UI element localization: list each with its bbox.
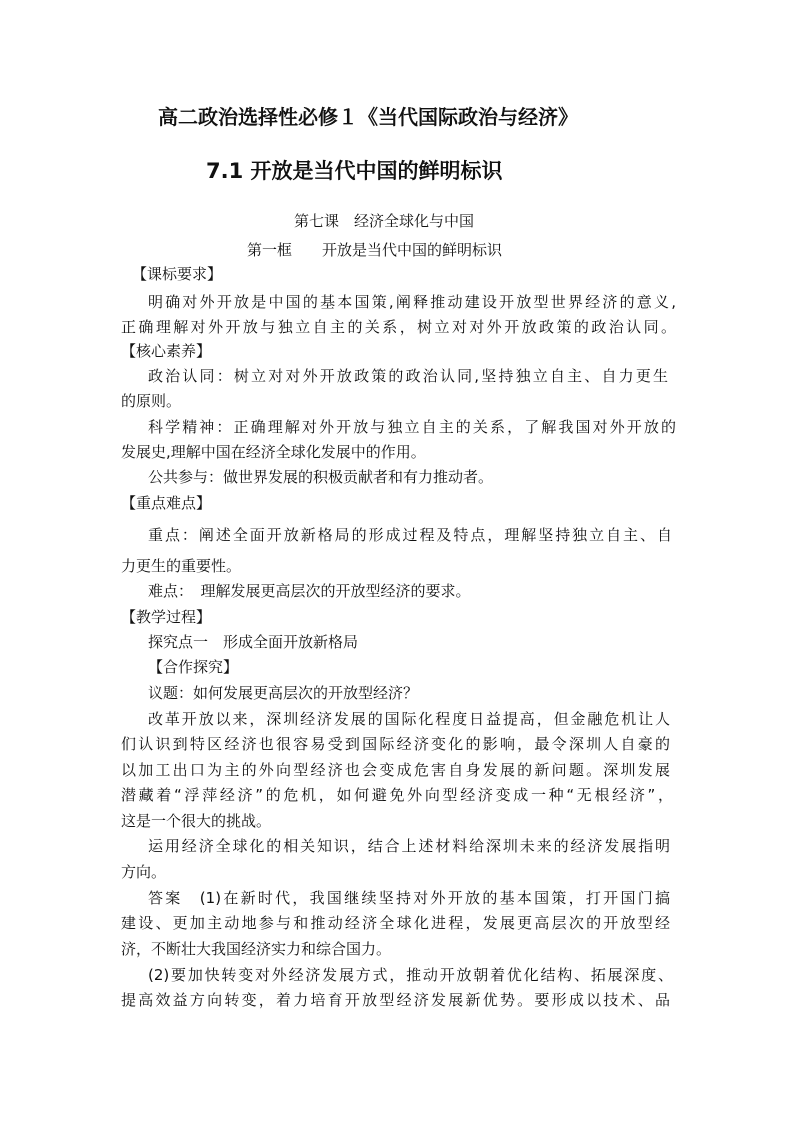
answer-line: (2)要加快转变对外经济发展方式，推动开放朝着优化结构、拓展深度、 [148,966,673,984]
paragraph-line: 运用经济全球化的相关知识，结合上述材料给深圳未来的经济发展指明 [148,837,670,855]
section-heading-cooperation: 【合作探究】 [148,658,239,676]
paragraph-line: 以加工出口为主的外向型经济也会变成危害自身发展的新问题。深圳发展 [121,761,670,779]
answer-line: 提高效益方向转变，着力培育开放型经济发展新优势。要形成以技术、品 [121,991,670,1009]
paragraph-line: 重点：阐述全面开放新格局的形成过程及特点，理解坚持独立自主、自 [148,526,672,544]
paragraph-line: 们认识到特区经济也很容易受到国际经济变化的影响，最令深圳人自豪的 [121,735,670,753]
answer-line: 济，不断壮大我国经济实力和综合国力。 [121,940,392,958]
topic-line: 议题：如何发展更高层次的开放型经济？ [148,684,419,702]
answer-line: 答案 (1)在新时代，我国继续坚持对外开放的基本国策，打开国门搞 [148,889,670,907]
paragraph-line: 改革开放以来，深圳经济发展的国际化程度日益提高，但金融危机让人 [148,710,670,728]
answer-line: 建设、更加主动地参与和推动经济全球化进程，发展更高层次的开放型经 [121,914,670,932]
paragraph-line: 公共参与：做世界发展的积极贡献者和有力推动者。 [148,468,494,486]
section-heading-keypoints: 【重点难点】 [121,494,212,512]
document-title: 高二政治选择性必修１《当代国际政治与经济》 [158,105,578,129]
paragraph-line: 的原则。 [121,392,182,410]
paragraph-line: 潜藏着“浮萍经济”的危机，如何避免外向型经济变成一种“无根经济”， [121,786,673,804]
section-heading-requirements: 【课标要求】 [132,265,223,283]
frame-heading: 第一框 开放是当代中国的鲜明标识 [247,241,503,259]
lesson-heading: 第七课 经济全球化与中国 [294,212,475,230]
paragraph-line: 方向。 [121,863,167,881]
section-heading-process: 【教学过程】 [121,608,212,626]
paragraph-line: 正确理解对外开放与独立自主的关系，树立对对外开放政策的政治认同。 [121,318,676,336]
paragraph-line: 发展史,理解中国在经济全球化发展中的作用。 [121,443,426,461]
paragraph-line: 难点： 理解发展更高层次的开放型经济的要求。 [148,582,471,600]
paragraph-line: 这是一个很大的挑战。 [121,812,272,830]
paragraph-line: 政治认同：树立对对外开放政策的政治认同,坚持独立自主、自力更生 [148,367,668,385]
section-heading-literacy: 【核心素养】 [121,342,212,360]
paragraph-line: 科学精神：正确理解对外开放与独立自主的关系，了解我国对外开放的 [148,418,676,436]
paragraph-line: 明确对外开放是中国的基本国策,阐释推动建设开放型世界经济的意义, [148,293,676,311]
explore-point-heading: 探究点一 形成全面开放新格局 [148,633,359,651]
document-subtitle: 7.1 开放是当代中国的鲜明标识 [206,159,503,183]
paragraph-line: 力更生的重要性。 [121,557,242,575]
